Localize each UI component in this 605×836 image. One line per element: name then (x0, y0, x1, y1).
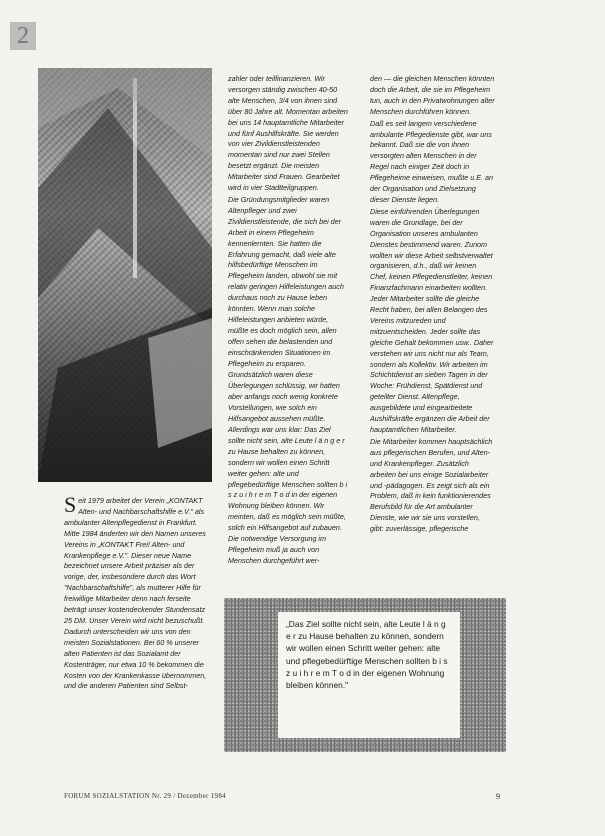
drop-cap: S (64, 492, 77, 517)
paragraph: Diese einführenden Überlegungen waren die Grundlage, bei der Organisation unseres ambulanten Dienstes bestimmend waren. Zunom wollten wir diese Arbeit selbstverwaltet organisieren, d.h., daß wir keinen Chef, keinen Pflegedienstleiter, keinen Finanzfachmann einarbeiten wollten. Jeder Mitarbeiter sollte die gleiche Recht haben, bei allen Belangen des Vereins mitzureden und mitzuentscheiden. Jeder sollte das gleiche Gehalt bekommen usw.. Daher verstehen wir uns nicht nur als Team, sondern als Kollektiv. Wir arbeiten im Schichtdienst an sieben Tagen in der Woche: Frühdienst, Spätdienst und geteilter Dienst. Altenpflege, ausgebildete und eingearbeitete Aushilfskräfte ergänzen die Arbeit der hauptamtlichen Mitarbeiter. (370, 206, 494, 434)
paragraph: Grundsätzlich waren diese Überlegungen schlüssig, wir hatten aber anfangs noch wenig konkrete Vorstellungen, wie solch ein Hilfsangebot aussehen müßte. Allerdings war uns klar: Das Ziel sollte nicht sein, alte Leute l ä n g e r zu Hause behalten zu können, sondern wir wollen einen Schritt weiter gehen: alte und pflegebedürftige Menschen sollten b i s z u i h r e m T o d in der eigenen Wohnung bleiben können. Wir meinten, daß es möglich sein müßte, solch ein Hilfsangebot auf zubauen. Die notwendige Versorgung im Pflegeheim muß ja auch von Menschen durchgeführt wer- (228, 370, 348, 565)
paragraph: Daß es seit langem verschiedene ambulante Pflegedienste gibt, war uns bekannt. Daß sie die von ihnen versorgten alten Menschen in der Regel nach einiger Zeit doch in Pflegeheime einweisen, mußte u.E. an der Organisation und Zielsetzung dieser Dienste liegen. (370, 118, 494, 204)
pull-quote-text: „Das Ziel sollte nicht sein, alte Leute l ä n g e r zu Hause behalten zu können, sondern wir wollen einen Schritt weiter gehen: alte und pflegebedürftige Menschen sollten b i s z u i h r e m T o d in der eigenen Wohnung bleiben können." (278, 612, 460, 738)
photo-image (38, 68, 212, 482)
text-column-1 (64, 492, 214, 693)
corner-page-marker: 2 (10, 22, 36, 50)
column1-text: eit 1979 arbeitet der Verein „KONTAKT Alten- und Nachbarschaftshilfe e.V." als ambulanter Altenpflegedienst in Frankfurt. Mitte 1984 änderten wir den Namen unseres Vereins in „KONTAKT Frei! Alten- und Krankenpflege e.V.". Dieser neue Name bezeichnet unsere Arbeit präziser als der vorige, der, insbesondere durch das Wort "Nachbarschaftshilfe", als mutterer Hilfe für freiwillige Mitarbeiter denn nach ferseite beträgt unser kostendeckender Stundensatz 25 DM. Unser Verein wird nicht bezuschußt. Dadurch unterscheiden wir uns von den meisten Sozialstationen. Bei 60 % unserer alten Patienten ist das Sozialamt der Kostenträger, nur etwa 10 % bekommen die Kosten von der Krankenkasse übernommen, und die anderen Patienten sind Selbst- (64, 496, 207, 691)
text-column-3 (370, 74, 495, 536)
text-column-2 (228, 74, 348, 568)
paragraph: den — die gleichen Menschen könnten doch die Arbeit, die sie im Pflegeheim tun, auch in den Privatwohnungen alter Menschen durchführen können. (370, 74, 495, 116)
paragraph: zahler oder teilfinanzieren. Wir versorgen ständig zwischen 40-50 alte Menschen, 3/4 von ihnen sind über 80 Jahre alt. Momentan arbeiten bei uns 14 hauptamtliche Mitarbeiter und fünf Aushilfskräfte. Sie werden von vier Zivildienstleistenden momentan sind nur zwei Stellen besetzt ergänzt. Die meisten Mitarbeiter sind Frauen. Gearbeitet wird in vier Stadtteilgruppen. (228, 74, 348, 193)
photo-shapes (38, 68, 212, 482)
pull-quote-box (224, 598, 506, 752)
paragraph: Die Mitarbeiter kommen hauptsächlich aus pflegerischen Berufen, und Alten- und Krankenpfleger. Zusätzlich arbeiten bei uns einige Sozialarbeiter und -pädagogen. Es zeigt sich als ein Problem, daß in kein funktionierendes Berufsbild für die Art ambulanter Dienste, wie wir sie uns vorstellen, gibt: zuverlässige, pflegerische (370, 436, 493, 534)
paragraph: Die Gründungsmitglieder waren Altenpfleger und zwei Zivildienstleistende, die sich bei der Arbeit in einem Pflegeheim kennenlernten. Sie hatten die Erfahrung gemacht, daß viele alte hilfsbedürftige Menschen im Pflegeheim landen, obwohl sie mit relativ geringen Hilfeleistungen auch durchaus noch zu Hause leben könnten. Wenn man solche Hilfeleistungen anbieten würde, müßte es doch möglich sein, allen offen sehen die belastenden und einschränkenden Situationen im Pflegeheim zu ersparen. (228, 194, 344, 368)
page-number: 9 (496, 792, 500, 801)
page-footer: FORUM SOZIALSTATION Nr. 29 / Dezember 1984 (64, 792, 226, 800)
